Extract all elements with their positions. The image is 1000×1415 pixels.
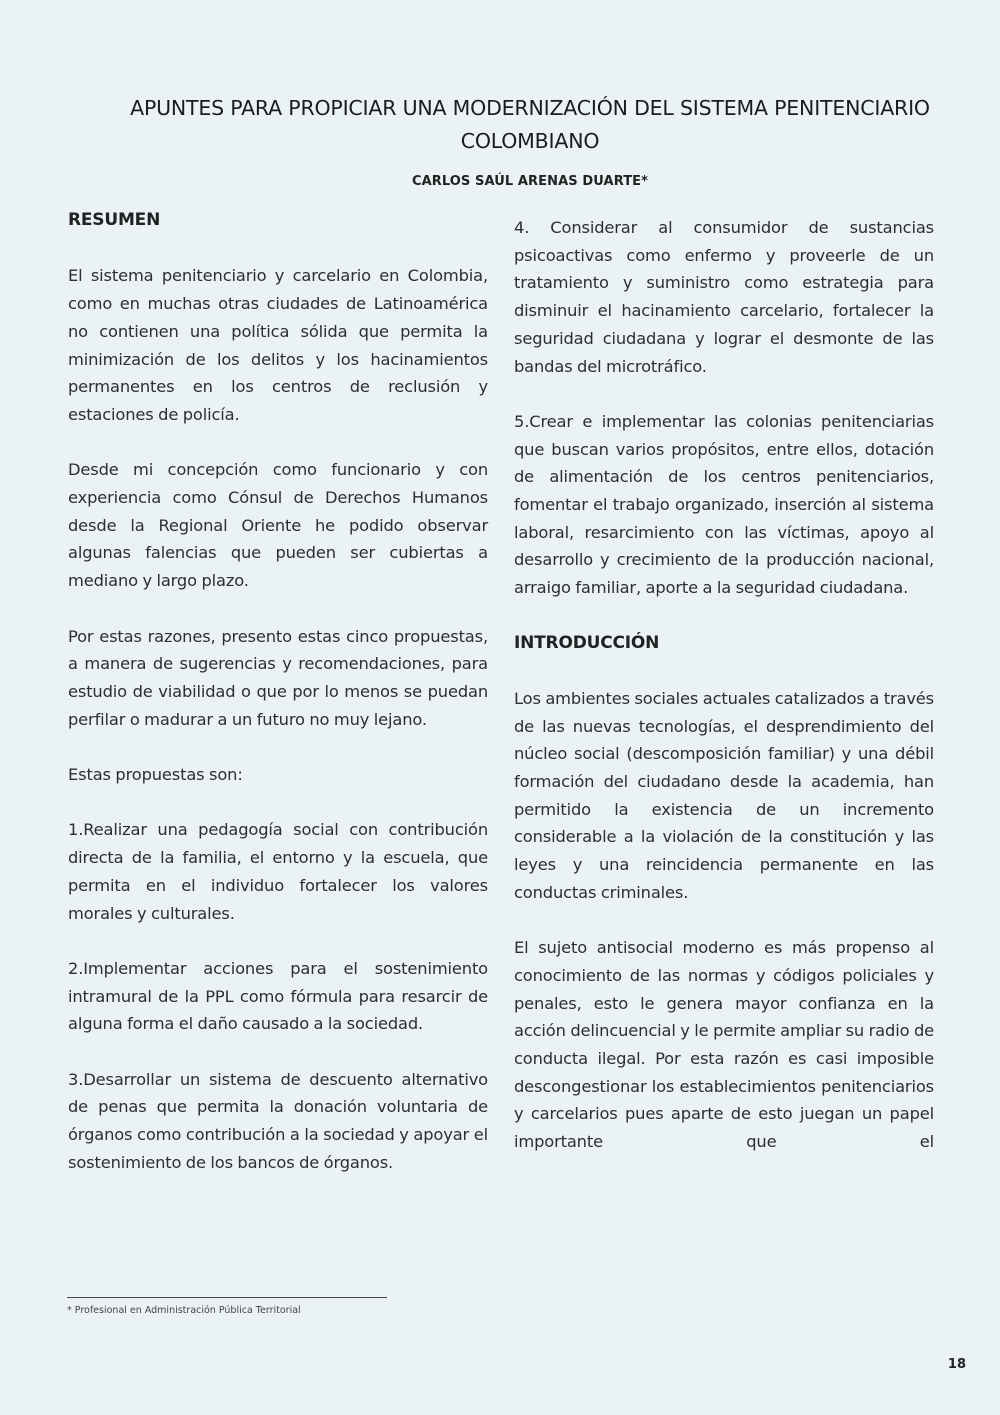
paragraph: Desde mi concepción como funcionario y con experiencia como Cónsul de Derechos Humanos desde la Regional Oriente he podido observar algunas falencias que pueden ser cubiertas a mediano y largo plazo. xyxy=(68,460,488,591)
proposal-item: 5.Crear e implementar las colonias penitenciarias que buscan varios propósitos, entre ellos, dotación de alimentación de los centros penitenciarios, fomentar el trabajo organizado, inserción al sistema laboral, resarcimiento con las víctimas, apoyo al desarrollo y crecimiento de la producción nacional, arraigo familiar, aporte a la seguridad ciudadana. xyxy=(514,411,934,598)
paragraph: El sujeto antisocial moderno es más propenso al conocimiento de las normas y códigos policiales y penales, esto le genera mayor confianza en la acción delincuencial y le permite ampliar su radio de conducta ilegal. Por esta razón es casi imposible descongestionar los establecimientos penitenciarios y carcelarios pues aparte de esto juegan un papel importante que el xyxy=(514,938,934,1152)
section-heading-introduccion: INTRODUCCIÓN xyxy=(514,632,660,653)
right-column xyxy=(514,214,934,1184)
proposal-item: 1.Realizar una pedagogía social con contribución directa de la familia, el entorno y la escuela, que permita en el individuo fortalecer los valores morales y culturales. xyxy=(68,820,488,923)
author-name: CARLOS SAÚL ARENAS DUARTE* xyxy=(411,174,649,189)
paragraph: El sistema penitenciario y carcelario en Colombia, como en muchas otras ciudades de Latinoamérica no contienen una política sólida que permita la minimización de los delitos y los hacinamientos permanentes en los centros de reclusión y estaciones de policía. xyxy=(68,266,488,424)
document-title: APUNTES PARA PROPICIAR UNA MODERNIZACIÓN DEL SISTEMA PENITENCIARIO COLOMBIANO xyxy=(130,96,930,153)
proposal-item: 2.Implementar acciones para el sostenimiento intramural de la PPL como fórmula para resarcir de alguna forma el daño causado a la sociedad. xyxy=(68,958,488,1034)
proposal-item: 3.Desarrollar un sistema de descuento alternativo de penas que permita la donación voluntaria de órganos como contribución a la sociedad y apoyar el sostenimiento de los bancos de órganos. xyxy=(68,1069,488,1172)
section-heading-resumen: RESUMEN xyxy=(68,210,161,230)
page-number: 18 xyxy=(947,1357,966,1372)
proposal-item: 4. Considerar al consumidor de sustancias psicoactivas como enfermo y proveerle de un tratamiento y suministro como estrategia para disminuir el hacinamiento carcelario, fortalecer la seguridad ciudadana y lograr el desmonte de las bandas del microtráfico. xyxy=(514,218,934,376)
left-column xyxy=(68,207,488,1204)
footnote: * Profesional en Administración Pública Territorial xyxy=(67,1305,301,1316)
paragraph: Por estas razones, presento estas cinco propuestas, a manera de sugerencias y recomendaciones, para estudio de viabilidad o que por lo menos se puedan perfilar o madurar a un futuro no muy lejano. xyxy=(68,626,488,729)
paragraph: Los ambientes sociales actuales catalizados a través de las nuevas tecnologías, el desprendimiento del núcleo social (descomposición familiar) y una débil formación del ciudadano desde la academia, han permitido la existencia de un incremento considerable a la violación de la constitución y las leyes y una reincidencia permanente en las conductas criminales. xyxy=(514,688,934,902)
paragraph: Estas propuestas son: xyxy=(68,765,243,784)
footnote-divider xyxy=(67,1297,387,1298)
